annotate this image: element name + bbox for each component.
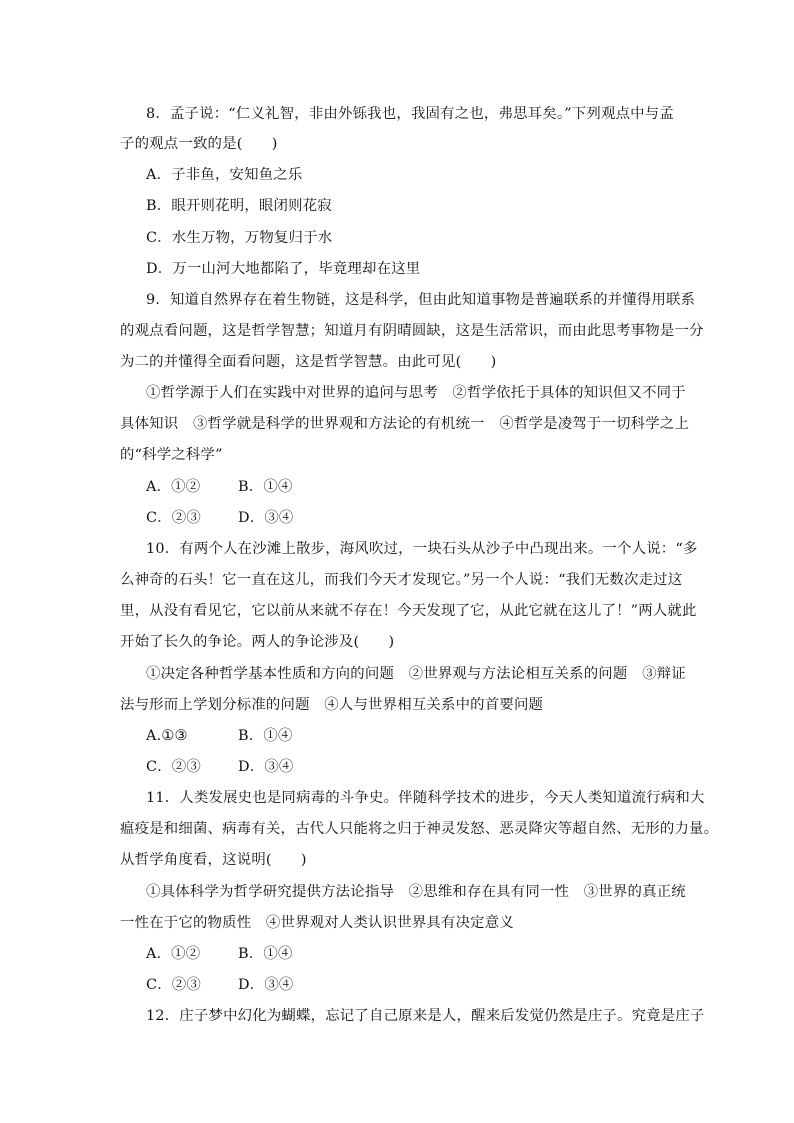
q11-statement-line-1: ①具体科学为哲学研究提供方法论指导 ②思维和存在具有同一性 ③世界的真正统 [146, 884, 686, 900]
q9-option-row-2 [146, 508, 294, 528]
q10-stem-line-4: 开始了长久的争论。两人的争论涉及( ) [120, 634, 395, 650]
q11-stem-line-2: 瘟疫是和细菌、病毒有关，古代人只能将之归于神灵发怒、恶灵降灾等超自然、无形的力量。 [120, 821, 719, 837]
q11-option-row-2 [146, 975, 294, 995]
q10-option-c: C．②③ [146, 759, 201, 775]
q8-option-b: B．眼开则花明，眼闭则花寂 [146, 198, 332, 214]
q12-stem-line-1: 12．庄子梦中幻化为蝴蝶，忘记了自己原来是人，醒来后发觉仍然是庄子。究竟是庄子 [146, 1008, 705, 1024]
q10-statement-line-1: ①决定各种哲学基本性质和方向的问题 ②世界观与方法论相互关系的问题 ③辩证 [146, 666, 686, 682]
q10-option-row-1 [146, 726, 293, 746]
q10-option-row-2 [146, 757, 294, 777]
q11-option-row-1 [146, 944, 293, 964]
q10-option-b: B．①④ [238, 728, 293, 744]
q9-stem-line-2: 的观点看问题，这是哲学智慧；知道月有阴晴圆缺，这是生活常识，而由此思考事物是一分 [120, 323, 704, 339]
q11-stem-line-3: 从哲学角度看，这说明( ) [120, 852, 307, 868]
q9-option-row-1 [146, 477, 293, 497]
q9-option-d: D．③④ [238, 510, 294, 526]
q9-statement-line-2: 具体知识 ③哲学就是科学的世界观和方法论的有机统一 ④哲学是凌驾于一切科学之上 [120, 416, 690, 432]
q10-option-a: A.①③ [146, 728, 188, 744]
q9-option-c: C．②③ [146, 510, 201, 526]
q10-option-d: D．③④ [238, 759, 294, 775]
q9-statement-line-1: ①哲学源于人们在实践中对世界的追问与思考 ②哲学依托于具体的知识但又不同于 [146, 385, 686, 401]
q11-option-d: D．③④ [238, 977, 294, 993]
q9-stem-line-3: 为二的并懂得全面看问题，这是哲学智慧。由此可见( ) [120, 354, 497, 370]
q9-option-b: B．①④ [238, 479, 293, 495]
q11-option-b: B．①④ [238, 946, 293, 962]
q8-option-a: A．子非鱼，安知鱼之乐 [146, 167, 303, 183]
q11-statement-line-2: 一性在于它的物质性 ④世界观对人类认识世界具有决定意义 [120, 915, 514, 931]
q11-stem-line-1: 11．人类发展史也是同病毒的斗争史。伴随科学技术的进步，今天人类知道流行病和大 [146, 790, 705, 806]
q9-option-a: A．①② [146, 479, 201, 495]
q10-stem-line-2: 么神奇的石头！它一直在这儿，而我们今天才发现它。”另一个人说：“我们无数次走过这 [120, 572, 683, 588]
q9-statement-line-3: 的“科学之科学” [120, 447, 223, 463]
q9-stem-line-1: 9．知道自然界存在着生物链，这是科学，但由此知道事物是普遍联系的并懂得用联系 [146, 292, 696, 308]
q11-option-c: C．②③ [146, 977, 201, 993]
q8-option-c: C．水生万物，万物复归于水 [146, 230, 333, 246]
q10-statement-line-2: 法与形而上学划分标准的问题 ④人与世界相互关系中的首要问题 [120, 697, 544, 713]
q10-stem-line-3: 里，从没有看见它，它以前从来就不存在！今天发现了它，从此它就在这儿了！”两人就此 [120, 603, 697, 619]
q11-option-a: A．①② [146, 946, 201, 962]
q10-stem-line-1: 10．有两个人在沙滩上散步，海风吹过，一块石头从沙子中凸现出来。一个人说：“多 [146, 541, 698, 557]
q8-option-d: D．万一山河大地都陷了，毕竟理却在这里 [146, 261, 421, 277]
q8-stem-line-2: 子的观点一致的是( ) [120, 136, 278, 152]
q8-stem-line-1: 8．孟子说：“仁义礼智，非由外铄我也，我固有之也，弗思耳矣。”下列观点中与孟 [146, 106, 674, 122]
